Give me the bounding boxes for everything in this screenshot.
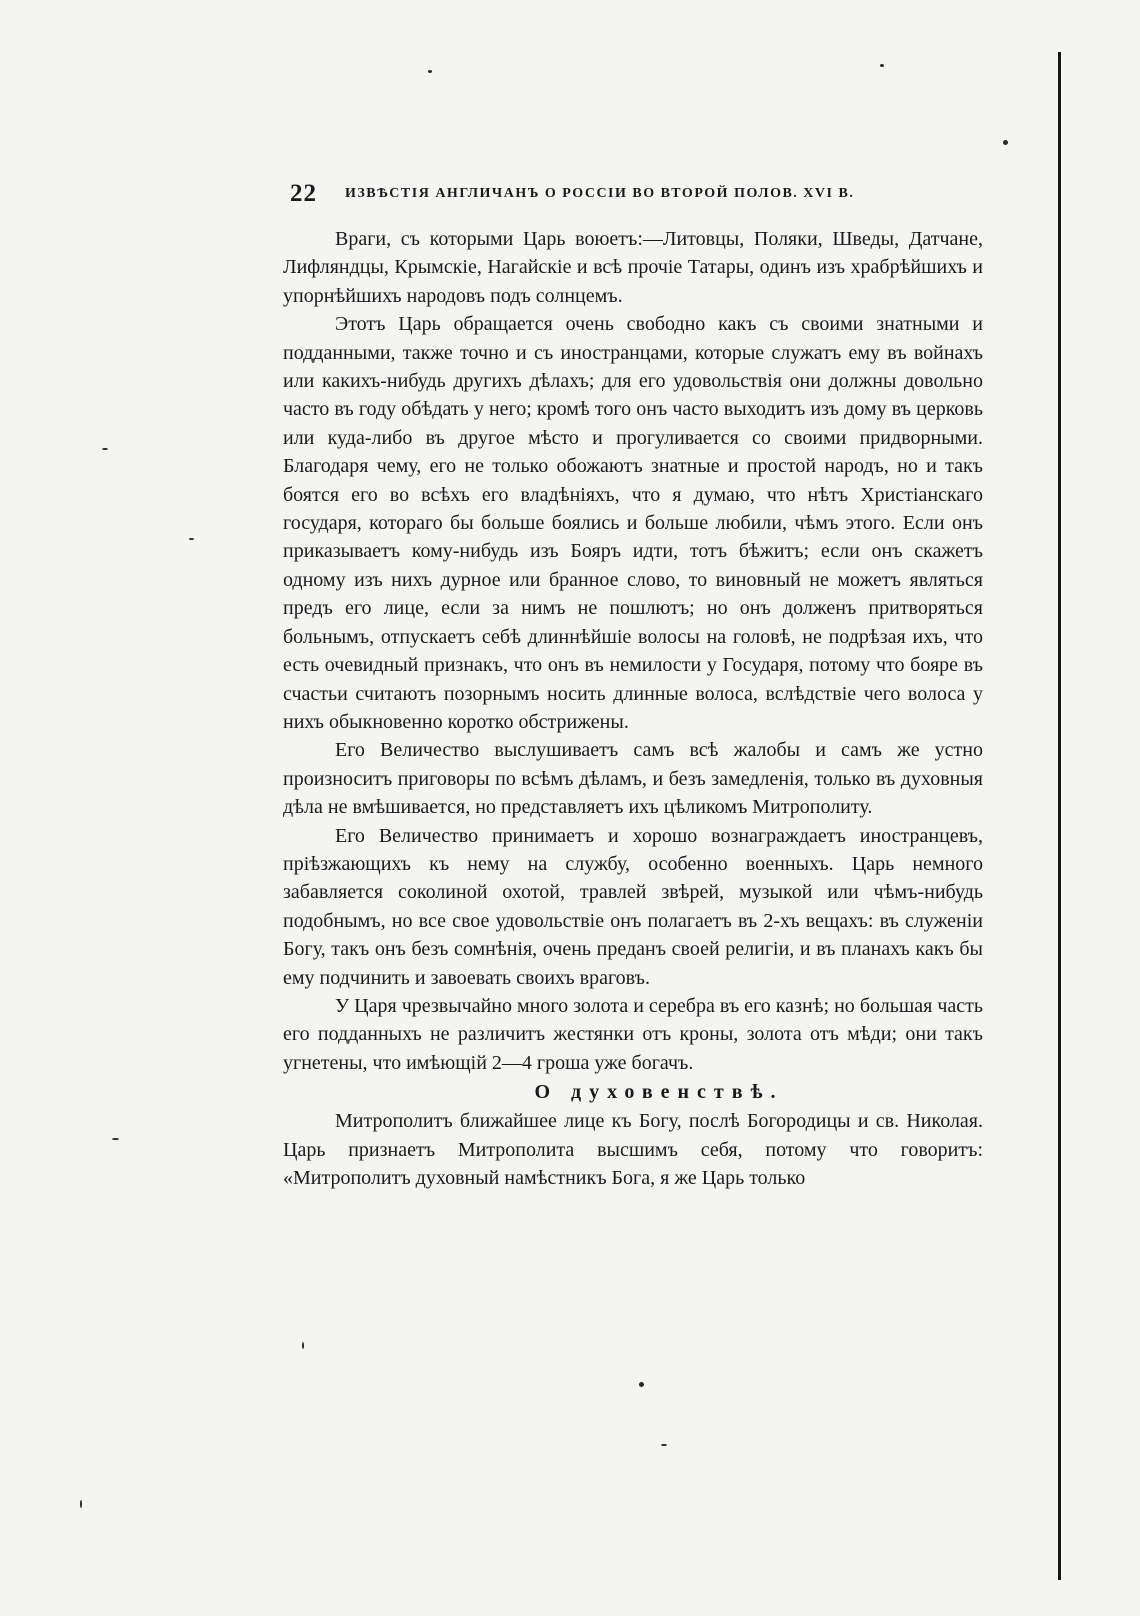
running-title: ИЗВѢСТІЯ АНГЛИЧАНЪ О РОССІИ ВО ВТОРОЙ ПОЛОВ. XVI В. xyxy=(345,186,855,201)
body-text xyxy=(283,225,983,1192)
scan-speck xyxy=(80,1500,82,1508)
paragraph: Его Величество выслушиваетъ самъ всѣ жалобы и самъ же устно произноситъ приговоры по всѣмъ дѣламъ, и безъ замедленія, только въ духовныя дѣла не вмѣшивается, но представляетъ ихъ цѣликомъ Митрополиту. xyxy=(283,739,983,819)
paragraph: Его Величество принимаетъ и хорошо вознаграждаетъ иностранцевъ, пріѣзжающихъ къ нему на службу, особенно военныхъ. Царь немного забавляется соколиной охотой, травлей звѣрей, музыкой или чѣмъ-нибудь подобнымъ, но все свое удовольствіе онъ полагаетъ въ 2-хъ вещахъ: въ служеніи Богу, такъ онъ безъ сомнѣнія, очень преданъ своей религіи, и въ планахъ какъ бы ему подчинить и завоевать своихъ враговъ. xyxy=(283,824,983,989)
scan-edge-line xyxy=(1058,52,1061,1580)
scan-speck xyxy=(102,448,108,450)
scan-speck xyxy=(428,70,432,73)
paragraph: Враги, съ которыми Царь воюетъ:—Литовцы, Поляки, Шведы, Датчане, Лифляндцы, Крымскіе, Нагайскіе и всѣ прочіе Татары, одинъ изъ храбрѣйшихъ и упорнѣйшихъ народовъ подъ солнцемъ. xyxy=(283,228,983,307)
scan-speck xyxy=(189,538,194,540)
page-number: 22 xyxy=(290,180,317,207)
section-heading: О духовенствѣ. xyxy=(534,1081,784,1104)
scan-speck xyxy=(112,1138,119,1140)
paragraph: У Царя чрезвычайно много золота и серебра въ его казнѣ; но большая часть его подданныхъ не различитъ жестянки отъ кроны, золота отъ мѣди; они такъ угнетены, что имѣющій 2—4 гроша уже богачъ. xyxy=(283,994,983,1074)
scan-speck xyxy=(639,1382,644,1387)
scan-speck xyxy=(880,64,884,67)
running-head xyxy=(290,180,990,210)
scan-speck xyxy=(302,1342,304,1349)
paragraph: Митрополитъ ближайшее лице къ Богу, послѣ Богородицы и св. Николая. Царь признаетъ Митрополита высшимъ себя, потому что говоритъ: «Митрополитъ духовный намѣстникъ Бога, я же Царь только xyxy=(283,1110,983,1189)
scan-speck xyxy=(1003,140,1008,145)
paragraph: Этотъ Царь обращается очень свободно какъ съ своими знатными и подданными, также точно и съ иностранцами, которые служатъ ему въ войнахъ или какихъ-нибудь другихъ дѣлахъ; для его удовольствія они должны довольно часто въ году обѣдать у него; кромѣ того онъ часто выходитъ изъ дому въ церковь или куда-либо въ другое мѣсто и прогуливается со своими придворными. Благодаря чему, его не только обожаютъ знатные и простой народъ, но и такъ боятся его во всѣхъ его владѣніяхъ, что я думаю, что нѣтъ Христіанскаго государя, котораго бы больше боялись и больше любили, чѣмъ этого. Если онъ приказываетъ кому-нибудь изъ Бояръ идти, тотъ бѣжитъ; если онъ скажетъ одному изъ нихъ дурное или бранное слово, то виновный не можетъ являться предъ его лице, если за нимъ не пошлютъ; но онъ долженъ притворяться больнымъ, отпускаетъ себѣ длиннѣйшіе волосы на головѣ, не подрѣзая ихъ, что есть очевидный признакъ, что онъ въ немилости у Государя, потому что бояре въ счастьи считаютъ позорнымъ носить длинные волоса, вслѣдствіе чего волоса у нихъ обыкновенно коротко обстрижены. xyxy=(283,313,983,733)
scan-speck xyxy=(661,1444,667,1446)
